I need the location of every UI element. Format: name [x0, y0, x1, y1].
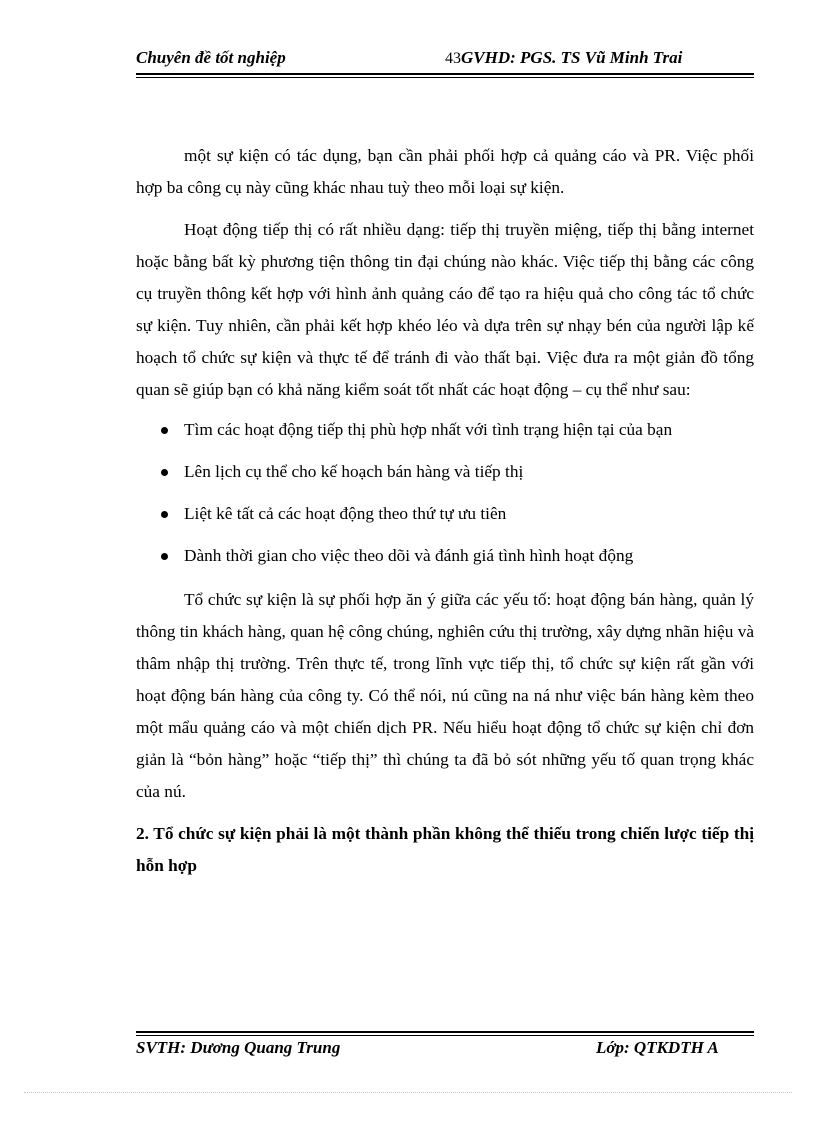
section-heading: 2. Tổ chức sự kiện phải là một thành phần không thể thiếu trong chiến lược tiếp thị hỗn hợp — [136, 824, 754, 875]
paragraph-3: Tổ chức sự kiện là sự phối hợp ăn ý giữa các yếu tố: hoạt động bán hàng, quản lý thông tin khách hàng, quan hệ công chúng, nghiên cứu thị trường, xây dựng nhãn hiệu và thâm nhập thị trường. Trên thực tế, trong lĩnh vực tiếp thị, tổ chức sự kiện rất gần với hoạt động bán hàng của công ty. Có thể nói, nú cũng na ná như việc bán hàng kèm theo một mẩu quảng cáo và một chiến dịch PR. Nếu hiểu hoạt động tổ chức sự kiện chỉ đơn giản là “bỏn hàng” hoặc “tiếp thị” thì chúng ta đã bỏ sót những yếu tố quan trọng khác của nú. — [136, 590, 754, 801]
bullet-icon — [161, 553, 168, 560]
page-content — [136, 140, 754, 882]
bullet-list — [136, 416, 754, 570]
header-rule-thin — [136, 77, 754, 78]
list-item — [136, 458, 754, 486]
bullet-icon — [161, 511, 168, 518]
list-item — [136, 416, 754, 444]
list-item-text: Tìm các hoạt động tiếp thị phù hợp nhất với tình trạng hiện tại của bạn — [184, 420, 673, 439]
class-name: Lớp: QTKDTH A — [596, 1038, 719, 1057]
list-item-text: Liệt kê tất cả các hoạt động theo thứ tự ưu tiên — [184, 504, 507, 523]
list-item-text: Dành thời gian cho việc theo dõi và đánh giá tình hình hoạt động — [184, 546, 634, 565]
list-item — [136, 500, 754, 528]
thesis-title: Chuyên đề tốt nghiệp — [136, 48, 286, 67]
supervisor-name: GVHD: PGS. TS Vũ Minh Trai — [461, 48, 683, 67]
page-header — [136, 48, 754, 70]
paragraph-2: Hoạt động tiếp thị có rất nhiều dạng: tiếp thị truyền miệng, tiếp thị bằng internet hoặc bằng bất kỳ phương tiện thông tin đại chúng nào khác. Việc tiếp thị bằng các công cụ truyền thông kết hợp với hình ảnh quảng cáo để tạo ra hiệu quả cho công tác tổ chức sự kiện. Tuy nhiên, cần phải kết hợp khéo léo và dựa trên sự nhạy bén của người lập kế hoạch tổ chức sự kiện và thực tế để tránh đi vào thất bại. Việc đưa ra một giản đồ tổng quan sẽ giúp bạn có khả năng kiểm soát tốt nhất các hoạt động – cụ thể như sau: — [136, 220, 754, 399]
list-item — [136, 542, 754, 570]
bullet-icon — [161, 427, 168, 434]
supervisor-line — [445, 48, 682, 68]
page-edge-divider — [24, 1092, 792, 1093]
student-name: SVTH: Dương Quang Trung — [136, 1038, 341, 1057]
footer-rule-thick — [136, 1031, 754, 1033]
paragraph-1: một sự kiện có tác dụng, bạn cần phải phối hợp cả quảng cáo và PR. Việc phối hợp ba công cụ này cũng khác nhau tuỳ theo mỗi loại sự kiện. — [136, 146, 754, 197]
list-item-text: Lên lịch cụ thể cho kế hoạch bán hàng và tiếp thị — [184, 462, 524, 481]
bullet-icon — [161, 469, 168, 476]
footer-rule-thin — [136, 1035, 754, 1036]
header-rule-thick — [136, 73, 754, 75]
page-number: 43 — [445, 50, 461, 67]
page-footer — [136, 1038, 754, 1060]
